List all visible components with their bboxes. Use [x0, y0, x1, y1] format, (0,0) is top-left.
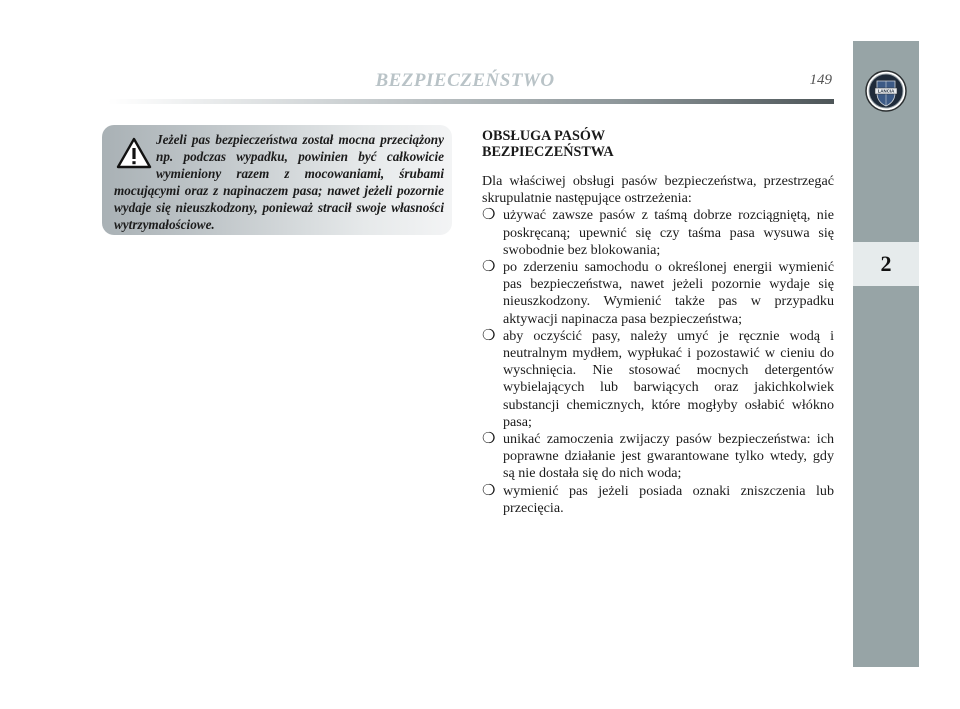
warning-text: Jeżeli pas bezpieczeństwa został mocna przeciążony np. podczas wypadku, powinien być całkowicie wymieniony razem z mocowaniami, śrubami mocującymi oraz z napinaczem pasa; nawet jeżeli pozornie wydaje się nieuszkodzony, ponieważ stracił swoje własności wytrzymałościowe. — [114, 132, 444, 232]
logo-text: LANCIA — [877, 88, 895, 94]
list-item — [482, 207, 834, 259]
list-item-text: unikać zamoczenia zwijaczy pasów bezpieczeństwa: ich poprawne działanie jest gwarantowane tylko wtedy, gdy są nie dostała się do nich woda; — [503, 431, 834, 482]
list-item-text: aby oczyścić pasy, należy umyć je ręcznie wodą i neutralnym mydłem, wypłukać i pozostawić w cieniu do wyschnięcia. Nie stosować mocnych detergentów wybielających lub barwiących oraz jakichkolwiek substancji chemicznych, które mogłyby osłabić włókno pasa; — [503, 327, 834, 430]
seatbelt-care-section — [482, 128, 834, 517]
list-item — [482, 328, 834, 431]
section-heading-line2: BEZPIECZEŃSTWA — [482, 144, 614, 160]
bullet-circle-icon: ❍ — [482, 431, 496, 448]
list-item — [482, 431, 834, 483]
section-heading-line1: OBSŁUGA PASÓW — [482, 128, 606, 144]
list-item-text: wymienić pas jeżeli posiada oznaki zniszczenia lub przecięcia. — [503, 482, 834, 516]
warning-text-block — [114, 131, 444, 233]
bullet-circle-icon: ❍ — [482, 482, 496, 499]
bullet-circle-icon: ❍ — [482, 259, 496, 276]
list-item — [482, 483, 834, 517]
lancia-shield-icon — [864, 69, 908, 113]
bullet-circle-icon: ❍ — [482, 207, 496, 224]
section-heading — [482, 128, 834, 160]
page-header-title: BEZPIECZEŃSTWO — [375, 70, 555, 91]
intro-paragraph: Dla właściwej obsługi pasów bezpieczeństwa, przestrzegać skrupulatnie następujące ostrzeżenia: — [482, 173, 834, 207]
list-item-text: używać zawsze pasów z taśmą dobrze rozciągniętą, nie poskręcaną; upewnić się czy taśma pasa wysuwa się swobodnie bez blokowania; — [503, 207, 834, 258]
warning-list — [482, 207, 834, 517]
chapter-tab[interactable] — [853, 242, 919, 286]
header-rule — [108, 99, 834, 104]
chapter-sidebar — [853, 41, 919, 667]
bullet-circle-icon: ❍ — [482, 327, 496, 344]
chapter-number: 2 — [880, 251, 892, 276]
page-number: 149 — [809, 72, 832, 88]
list-item — [482, 259, 834, 328]
list-item-text: po zderzeniu samochodu o określonej energii wymienić pas bezpieczeństwa, nawet jeżeli pozornie wydaje się nieuszkodzony. Wymienić także pas w przypadku aktywacji napinacza pasa bezpieczeństwa; — [503, 259, 834, 327]
warning-box — [102, 125, 452, 235]
